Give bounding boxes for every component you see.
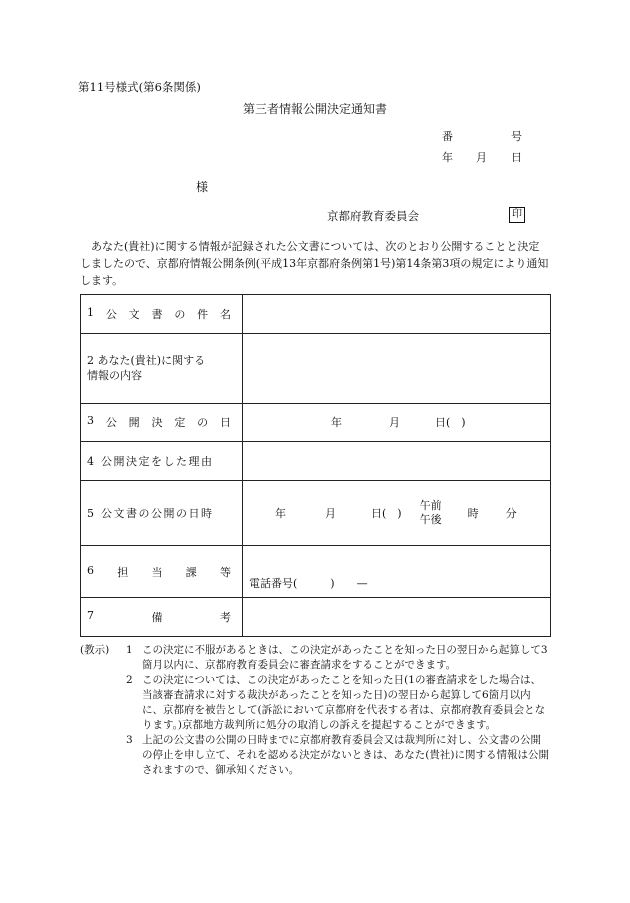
row-label-document-name: 1 公 文 書 の 件 名 bbox=[81, 295, 243, 334]
row-label-department: 6 担 当 課 等 bbox=[81, 546, 243, 598]
date-day-label: 日 bbox=[511, 151, 522, 164]
instructions-section bbox=[80, 643, 555, 778]
row-label-decision-date: 3 公 開 決 定 の 日 bbox=[81, 403, 243, 442]
decision-date-field[interactable]: 年 月 日( ) bbox=[243, 403, 551, 442]
table-row bbox=[81, 333, 551, 403]
am-pm-selector[interactable]: 午前 午後 bbox=[419, 499, 442, 527]
document-title: 第三者情報公開決定通知書 bbox=[242, 102, 387, 116]
number-suffix: 号 bbox=[511, 130, 522, 143]
table-row bbox=[81, 442, 551, 481]
seal-stamp-box: 印 bbox=[509, 207, 525, 223]
date-month-label: 月 bbox=[476, 151, 487, 164]
row-label-disclosure-datetime: 5 公文書の公開の日時 bbox=[81, 480, 243, 546]
table-row bbox=[81, 295, 551, 334]
table-row bbox=[81, 546, 551, 598]
row-label-info-content: 2 あなた(貴社)に関する 情報の内容 bbox=[81, 333, 243, 403]
form-number-label: 第11号様式(第6条関係) bbox=[78, 80, 201, 94]
document-name-field[interactable] bbox=[243, 295, 551, 334]
issuer-name: 京都府教育委員会 bbox=[327, 209, 419, 223]
list-item: 2 この決定については、この決定があったことを知った日(1の審査請求をした場合は、当該審査請求に対する裁決があったことを知った日)の翌日から起算して6箇月以内に、京都府を被告として(訴訟において京都府を代表する者は、京都府教育委員会となります。)京都地方裁判所に処分の取消しの訴えを提起することができます。 bbox=[126, 674, 546, 731]
decision-reason-field[interactable] bbox=[243, 442, 551, 481]
phone-number-label: 電話番号( ) — bbox=[249, 577, 368, 591]
list-item: 1 この決定に不服があるときは、この決定があったことを知った日の翌日から起算して3箇月以内に、京都府教育委員会に審査請求をすることができます。 bbox=[126, 644, 548, 671]
instructions-label: (教示) bbox=[80, 644, 110, 656]
list-item: 3 上記の公文書の公開の日時までに京都府教育委員会又は裁判所に対し、公文書の公開の停止を申し立て、それを認める決定がないときは、あなた(貴社)に関する情報は公開されますので、御承知ください。 bbox=[126, 734, 549, 776]
remarks-field[interactable] bbox=[243, 598, 551, 637]
number-label: 番 bbox=[442, 130, 453, 143]
table-row bbox=[81, 480, 551, 546]
table-row bbox=[81, 403, 551, 442]
info-content-field[interactable] bbox=[243, 333, 551, 403]
department-field[interactable] bbox=[243, 546, 551, 598]
disclosure-datetime-field[interactable]: 年 月 日( ) 午前 午後 時 分 bbox=[243, 480, 551, 546]
recipient-honorific: 様 bbox=[196, 180, 209, 194]
row-label-remarks: 7 備 考 bbox=[81, 598, 243, 637]
table-row bbox=[81, 598, 551, 637]
row-label-decision-reason: 4 公開決定をした理由 bbox=[81, 442, 243, 481]
date-year-label: 年 bbox=[442, 151, 453, 164]
information-table bbox=[80, 294, 551, 637]
notice-body-text: あなた(貴社)に関する情報が記録された公文書については、次のとおり公開することと決定しましたので、京都府情報公開条例(平成13年京都府条例第1号)第14条第3項の規定により通知します。 bbox=[80, 240, 549, 287]
